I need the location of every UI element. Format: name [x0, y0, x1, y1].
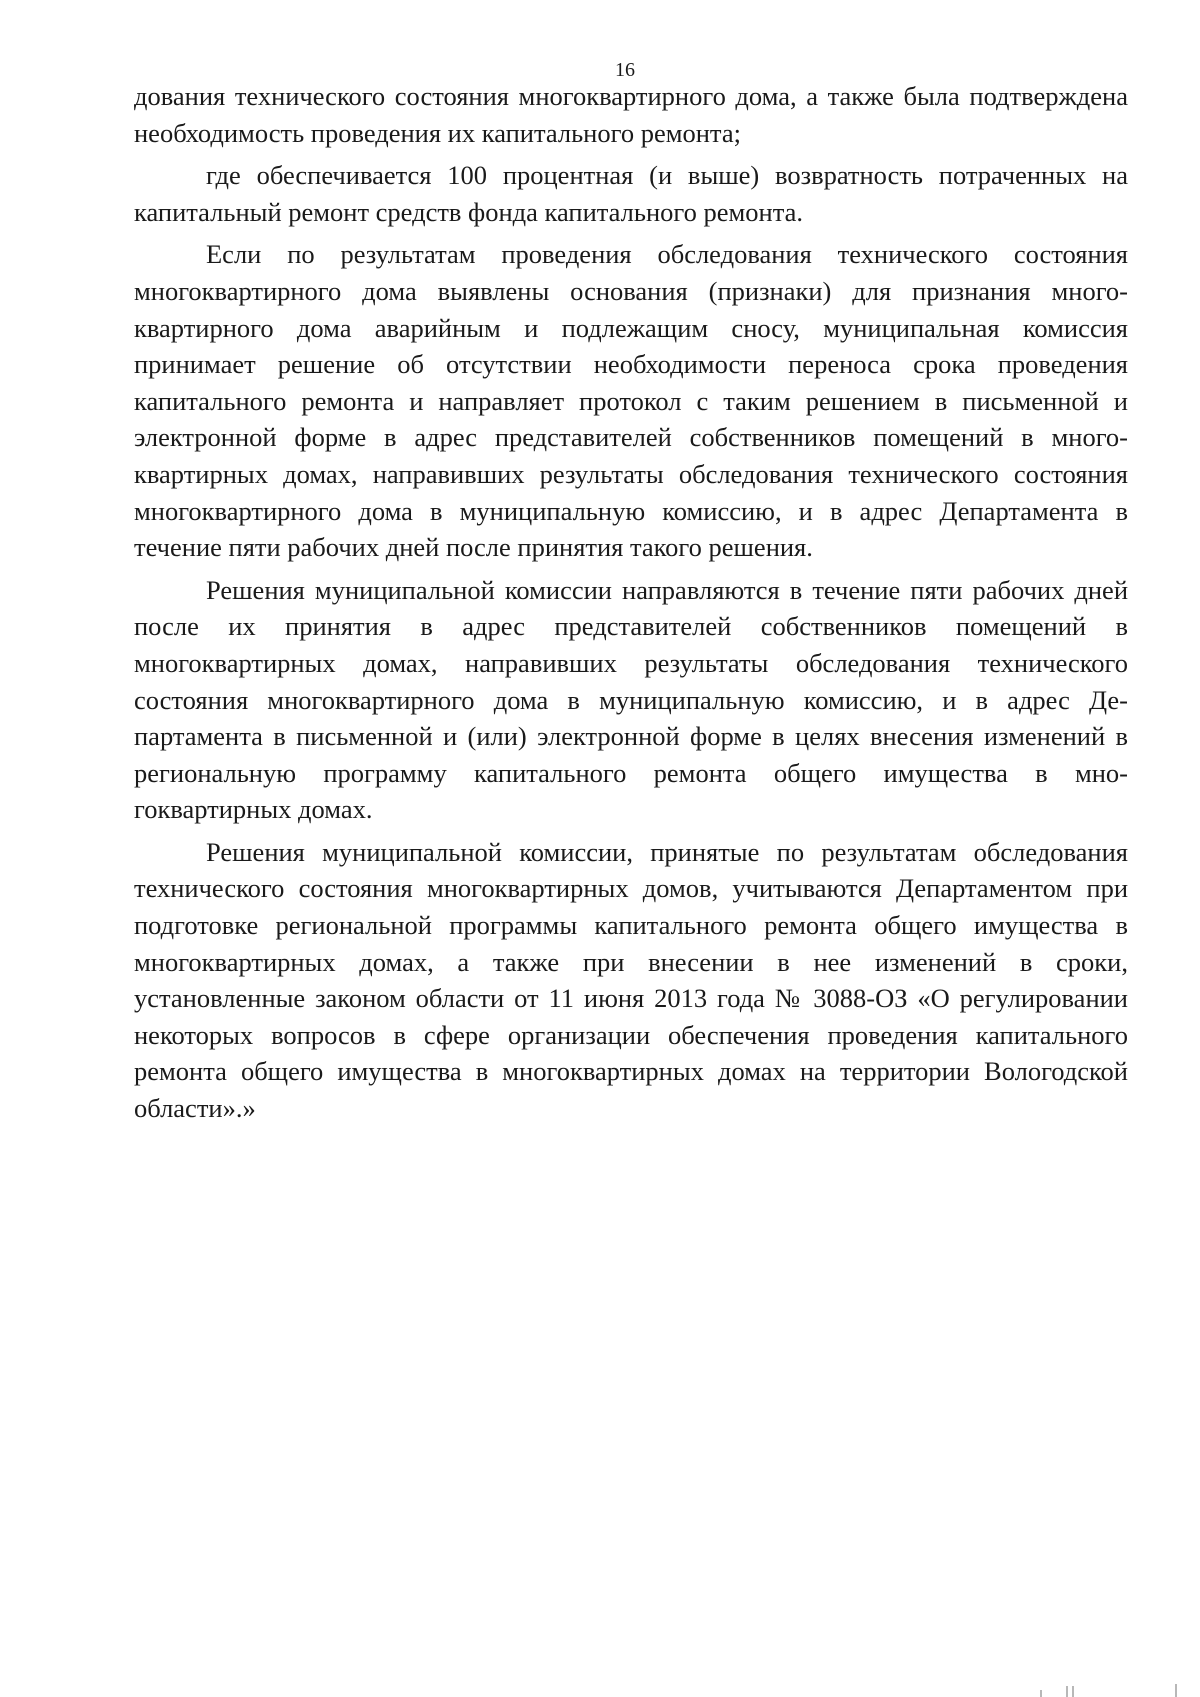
scan-artifact — [1066, 1686, 1068, 1697]
document-body — [134, 78, 1128, 1133]
scan-artifact — [1040, 1690, 1042, 1697]
paragraph-return-rate: где обеспечивается 100 процентная (и выше) возвратность потраченных на капитальный ремонт средств фонда капитального ремонта. — [134, 160, 1128, 227]
paragraph-regional-program: Решения муниципальной комиссии, принятые по результатам обследования технического состояния многоквартирных домов, учитываются Департаментом при подготовке региональной программы капитального ремонта общего имущества в многоквартирных домах, а также при внесении в нее изменений в сроки, установленные законом области от 11 июня 2013 года № 3088-ОЗ «О регулировании некоторых вопросов в сфере организации обеспечения проведения капитального ремонта общего имущества в многоквартирных домах на территории Вологодской области».» — [134, 836, 1128, 1124]
scan-artifact — [1175, 1684, 1177, 1697]
scan-artifact — [1072, 1686, 1074, 1697]
paragraph-continued: дования технического состояния многоквартирного дома, а также была подтверждена необходимость проведения их капитального ремонта; — [134, 81, 1128, 148]
paragraph-commission-decisions: Решения муниципальной комиссии направляются в течение пяти рабочих дней после их принятия в адрес представителей собственников помещений в многоквартирных домах, направивших результаты обследования технического состояния многоквартирного дома в муниципальную комиссию, и в адрес Департамента в письменной и (или) электронной форме в целях внесения изменений в региональную программу капитального ремонта общего имущества в многоквартирных домах. — [134, 574, 1128, 825]
page-number: 16 — [615, 59, 635, 81]
paragraph-emergency-house: Если по результатам проведения обследования технического состояния многоквартирного дома выявлены основания (признаки) для признания многоквартирного дома аварийным и подлежащим сносу, муниципальная комиссия принимает решение об отсутствии необходимости переноса срока проведения капитального ремонта и направляет протокол с таким решением в письменной и электронной форме в адрес представителей собственников помещений в многоквартирных домах, направивших результаты обследования технического состояния многоквартирного дома в муниципальную комиссию, и в адрес Департамента в течение пяти рабочих дней после принятия такого решения. — [134, 239, 1128, 563]
